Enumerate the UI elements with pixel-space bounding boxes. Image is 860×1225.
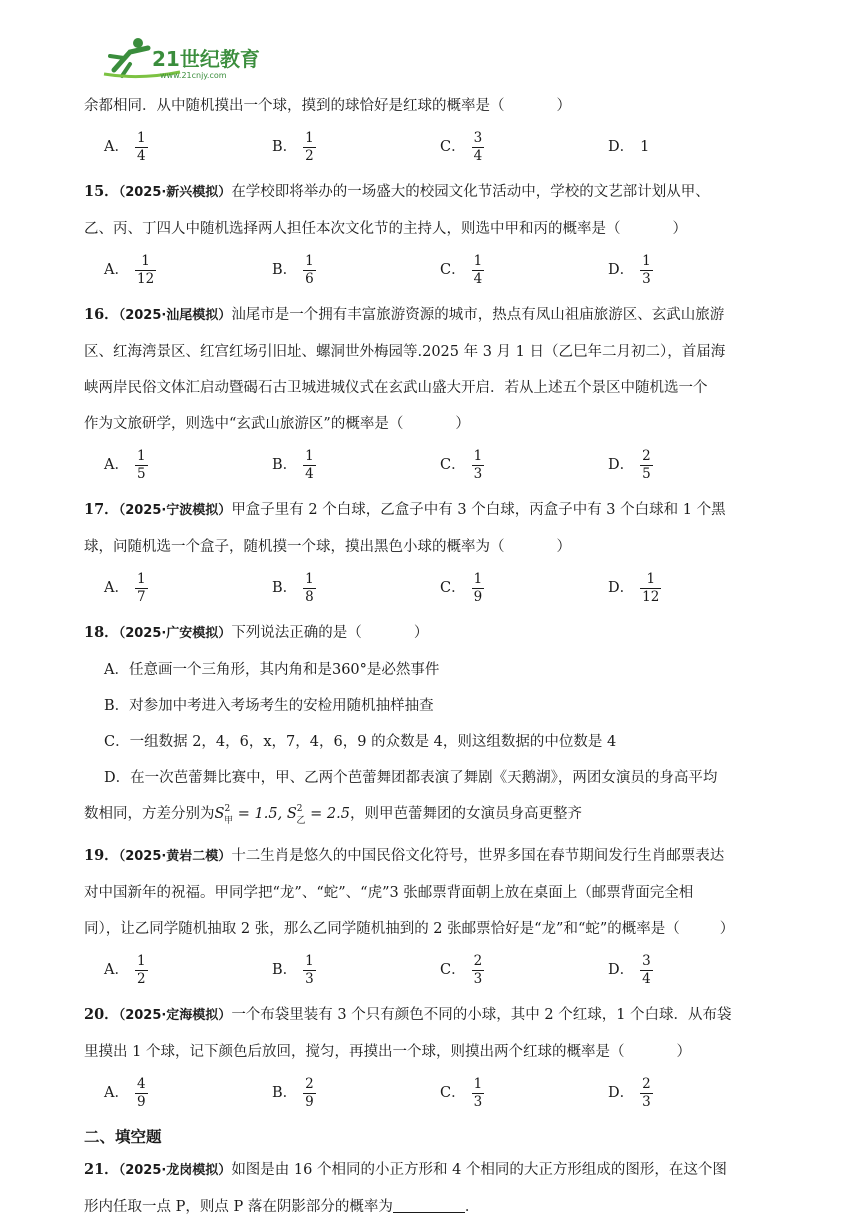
options <box>104 947 784 993</box>
options <box>104 1070 784 1116</box>
option-b[interactable]: B． $\frac{1}{3}$ <box>272 952 314 987</box>
options <box>104 124 784 170</box>
option-a[interactable]: A．任意画一个三角形，其内角和是360°是必然事件 <box>104 662 440 678</box>
question-text: 余都相同．从中随机摸出一个球，摸到的球恰好是红球的概率是（ <box>84 98 505 114</box>
option-d[interactable]: D．在一次芭蕾舞比赛中，甲、乙两个芭蕾舞团都表演了舞剧《天鹅湖》，两团女演员的身高平均 <box>104 770 718 786</box>
option-b[interactable]: B． $\frac{1}{6}$ <box>272 252 314 287</box>
option-b[interactable]: B． $\frac{1}{2}$ <box>272 129 314 164</box>
runner-logo-icon <box>100 36 270 82</box>
option-c[interactable]: C． $\frac{1}{4}$ <box>440 252 483 287</box>
exam-page <box>84 88 784 1225</box>
section-heading: 二、填空题 <box>84 1128 162 1146</box>
option-a[interactable]: A． $\frac{1}{12}$ <box>104 252 155 287</box>
option-a[interactable]: A． $\frac{1}{4}$ <box>104 129 146 164</box>
option-a[interactable]: A． $\frac{1}{7}$ <box>104 570 146 605</box>
question-15: 15．（2025·新兴模拟）在学校即将举办的一场盛大的校园文化节活动中，学校的文艺部计划从甲、 乙、丙、丁四人中随机选择两人担任本次文化节的主持人，则选中甲和丙的概率是（ ） A． $\frac{1}{12}$ B． $\frac{1}{6}$ C． $\frac{1}{4}$ D． $\frac{1}{3}$ <box>84 174 784 293</box>
question-18: 18．（2025·广安模拟）下列说法正确的是（ ） A．任意画一个三角形，其内角和是360°是必然事件 B．对参加中考进入考场考生的安检用随机抽样抽查 C．一组数据 2，4，6，x，7，4，6，9 的众数是 4，则这组数据的中位数是 4 D．在一次芭蕾舞比赛中，甲、乙两个芭蕾舞团都表演了舞剧《天鹅湖》，两团女演员的身高平均 数相同，方差分别为$S^2_甲 = 1.5$, $S^2_乙 = 2.5$，则甲芭蕾舞团的女演员身高更整齐 <box>84 615 784 834</box>
option-c[interactable]: C． $\frac{1}{3}$ <box>440 447 483 482</box>
question-20: 20．（2025·定海模拟）一个布袋里装有 3 个只有颜色不同的小球，其中 2 个红球，1 个白球．从布袋 里摸出 1 个球，记下颜色后放回，搅匀，再摸出一个球，则摸出两个红球的概率是（ ） A． $\frac{4}{9}$ B． $\frac{2}{9}$ C． $\frac{1}{3}$ D． $\frac{2}{3}$ <box>84 997 784 1116</box>
option-c[interactable]: C． $\frac{1}{9}$ <box>440 570 483 605</box>
option-b[interactable]: B． $\frac{2}{9}$ <box>272 1075 314 1110</box>
option-b[interactable]: B．对参加中考进入考场考生的安检用随机抽样抽查 <box>104 698 434 714</box>
option-a[interactable]: A． $\frac{1}{5}$ <box>104 447 146 482</box>
answer-blank[interactable] <box>393 1196 465 1213</box>
logo-url: www.21cnjy.com <box>160 71 227 80</box>
fraction: $\frac{1}{4}$ <box>136 129 146 164</box>
options <box>104 247 784 293</box>
option-d[interactable]: D． $\frac{1}{12}$ <box>608 570 660 605</box>
option-c[interactable]: C． $\frac{2}{3}$ <box>440 952 483 987</box>
question-14-tail: 余都相同．从中随机摸出一个球，摸到的球恰好是红球的概率是（ ） A． $\frac{1}{4}$ B． $\frac{1}{2}$ C． $\frac{3}{4}$ D． 1 <box>84 88 784 170</box>
options <box>104 442 784 488</box>
option-c[interactable]: C． $\frac{1}{3}$ <box>440 1075 483 1110</box>
question-21: 21．（2025·龙岗模拟）如图是由 16 个相同的小正方形和 4 个相同的大正方形组成的图形，在这个图 形内任取一点 P，则点 P 落在阴影部分的概率为 ． <box>84 1161 727 1215</box>
option-b[interactable]: B． $\frac{1}{8}$ <box>272 570 314 605</box>
question-16: 16．（2025·汕尾模拟）汕尾市是一个拥有丰富旅游资源的城市，热点有凤山祖庙旅游区、玄武山旅游 区、红海湾景区、红宫红场引旧址、螺洞世外梅园等.2025 年 3 月 1 日（乙巳年二月初二），首届海 峡两岸民俗文体汇启动暨碣石古卫城进城仪式在玄武山盛大开启．若从上述五个景区中随机选一个 作为文旅研学，则选中“玄武山旅游区”的概率是（ ） A． $\frac{1}{5}$ B． $\frac{1}{4}$ C． $\frac{1}{3}$ D． $\frac{2}{5}$ <box>84 297 784 488</box>
question-17: 17．（2025·宁波模拟）甲盒子里有 2 个白球，乙盒子中有 3 个白球，丙盒子中有 3 个白球和 1 个黑 球，问随机选一个盒子，随机摸一个球，摸出黑色小球的概率为（ ） A． $\frac{1}{7}$ B． $\frac{1}{8}$ C． $\frac{1}{9}$ D． $\frac{1}{12}$ <box>84 492 784 611</box>
options <box>104 565 784 611</box>
site-logo <box>100 36 270 82</box>
fraction: $\frac{3}{4}$ <box>473 129 483 164</box>
fraction: $\frac{1}{2}$ <box>305 129 314 164</box>
option-d[interactable]: D． $\frac{3}{4}$ <box>608 952 651 987</box>
option-c[interactable]: C． $\frac{3}{4}$ <box>440 129 483 164</box>
question-19: 19．（2025·黄岩二模）十二生肖是悠久的中国民俗文化符号，世界多国在春节期间发行生肖邮票表达 对中国新年的祝福。甲同学把“龙”、“蛇”、“虎”3 张邮票背面朝上放在桌面上（邮票背面完全相 同），让乙同学随机抽取 2 张，那么乙同学随机抽到的 2 张邮票恰好是“龙”和“蛇”的概率是（ ） A． $\frac{1}{2}$ B． $\frac{1}{3}$ C． $\frac{2}{3}$ D． $\frac{3}{4}$ <box>84 838 784 993</box>
option-b[interactable]: B． $\frac{1}{4}$ <box>272 447 314 482</box>
option-d-continued: 数相同，方差分别为$S^2_甲 = 1.5$, $S^2_乙 = 2.5$，则甲芭蕾舞团的女演员身高更整齐 <box>84 804 582 826</box>
logo-text: 21世纪教育 <box>152 47 260 71</box>
option-d[interactable]: D． $\frac{2}{3}$ <box>608 1075 651 1110</box>
option-a[interactable]: A． $\frac{4}{9}$ <box>104 1075 146 1110</box>
option-d[interactable]: D． $\frac{2}{5}$ <box>608 447 651 482</box>
option-d[interactable]: D． 1 <box>608 139 650 155</box>
option-d[interactable]: D． $\frac{1}{3}$ <box>608 252 651 287</box>
option-c[interactable]: C．一组数据 2，4，6，x，7，4，6，9 的众数是 4，则这组数据的中位数是 4 <box>104 734 617 750</box>
option-a[interactable]: A． $\frac{1}{2}$ <box>104 952 146 987</box>
